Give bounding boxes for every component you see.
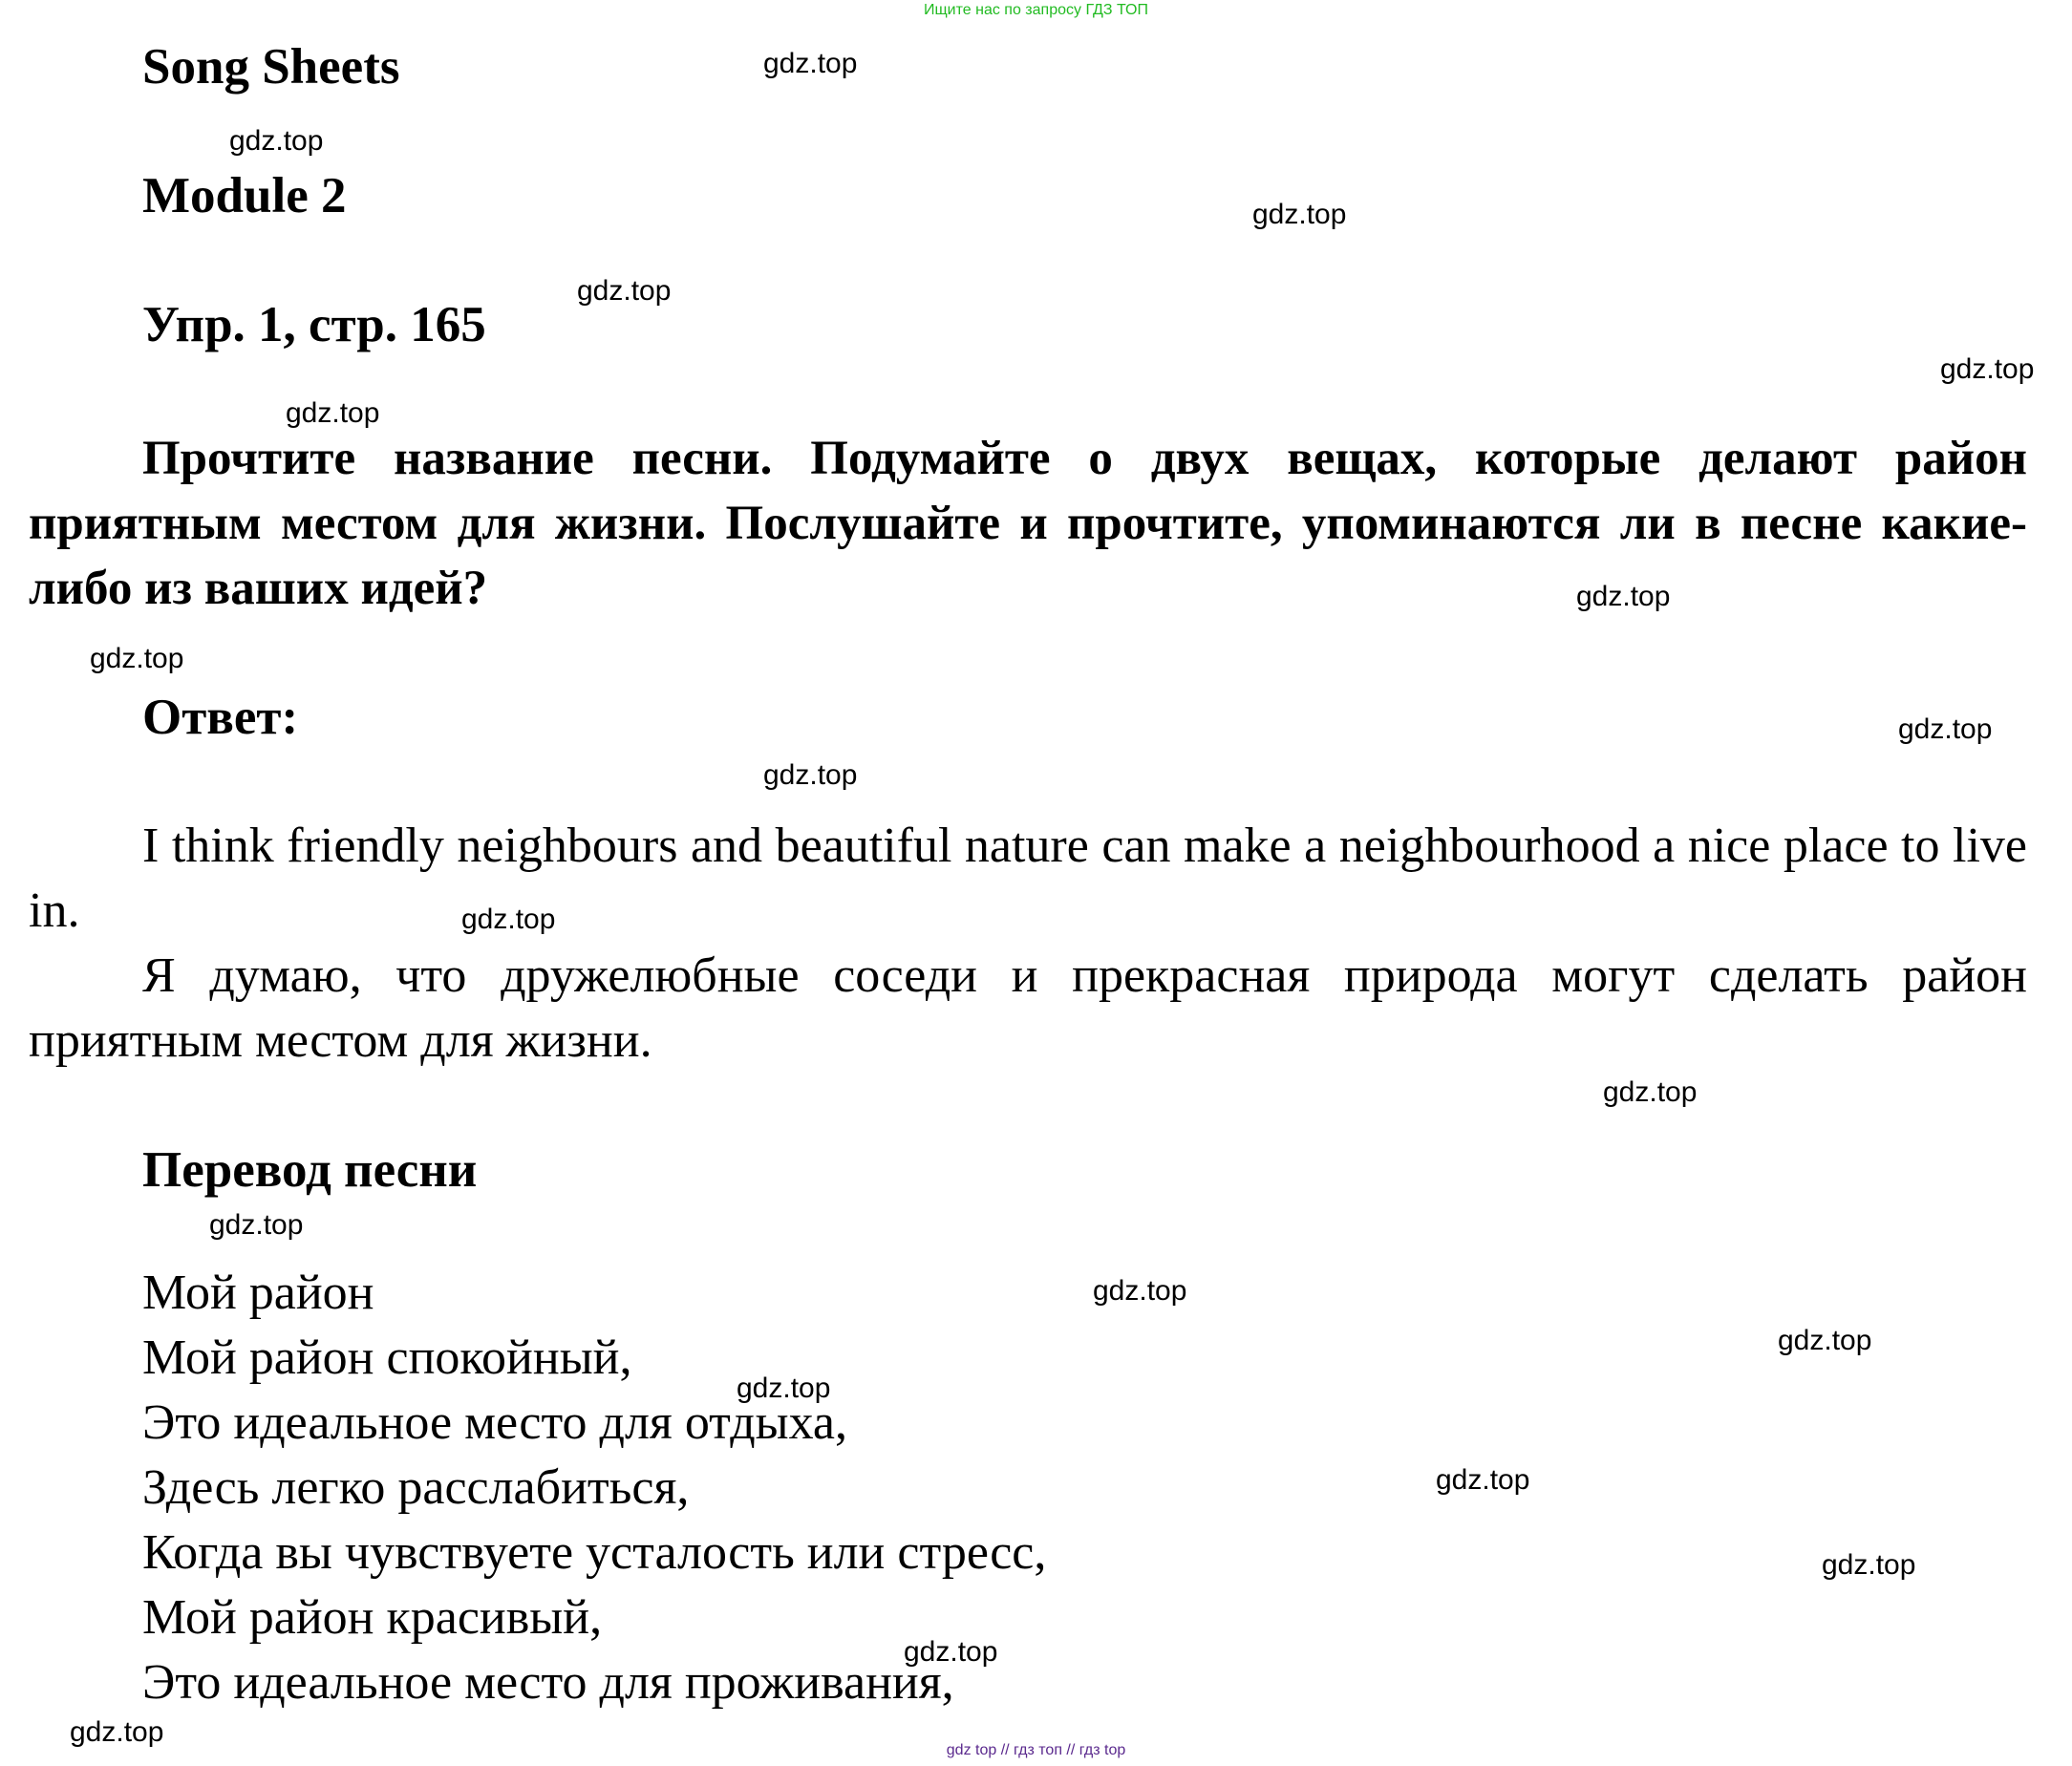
document-title: Song Sheets: [142, 39, 400, 95]
lyric-line: Это идеальное место для проживания,: [142, 1655, 954, 1710]
lyric-line: Это идеальное место для отдыха,: [142, 1395, 847, 1450]
footer-banner: gdz top // гдз топ // гдз top: [946, 1742, 1126, 1758]
watermark: gdz.top: [763, 48, 858, 79]
watermark: gdz.top: [209, 1209, 304, 1241]
watermark: gdz.top: [1436, 1464, 1530, 1496]
lyric-line: Здесь легко расслабиться,: [142, 1460, 690, 1515]
watermark: gdz.top: [1093, 1275, 1187, 1307]
watermark: gdz.top: [904, 1636, 998, 1668]
watermark: gdz.top: [90, 643, 184, 674]
answer-russian: Я думаю, что дружелюбные соседи и прекрасная природа могут сделать район приятным местом для жизни.: [29, 948, 2027, 1068]
watermark: gdz.top: [1822, 1549, 1916, 1581]
watermark: gdz.top: [1603, 1076, 1698, 1108]
watermark: gdz.top: [763, 759, 858, 791]
lyric-line: Мой район: [142, 1266, 374, 1320]
translation-heading: Перевод песни: [142, 1142, 478, 1198]
answer-english: I think friendly neighbours and beautiful nature can make a neighbourhood a nice place to live in.: [29, 819, 2027, 938]
lyric-line: Мой район красивый,: [142, 1590, 603, 1645]
watermark: gdz.top: [70, 1716, 164, 1748]
watermark: gdz.top: [1252, 199, 1347, 230]
watermark: gdz.top: [1940, 353, 2035, 385]
module-heading: Module 2: [142, 168, 347, 223]
watermark: gdz.top: [577, 275, 672, 307]
top-banner: Ищите нас по запросу ГДЗ ТОП: [924, 2, 1148, 18]
lyric-line: Когда вы чувствуете усталость или стресс,: [142, 1525, 1047, 1580]
watermark: gdz.top: [1898, 713, 1993, 745]
watermark: gdz.top: [737, 1372, 831, 1404]
exercise-heading: Упр. 1, стр. 165: [142, 297, 486, 352]
watermark: gdz.top: [1778, 1325, 1872, 1356]
task-instructions: Прочтите название песни. Подумайте о двух вещах, которые делают район приятным местом для жизни. Послушайте и прочтите, упоминаются ли в песне какие-либо из ваших идей?: [29, 432, 2027, 615]
watermark: gdz.top: [229, 125, 324, 157]
watermark: gdz.top: [1576, 581, 1671, 612]
answer-label: Ответ:: [142, 690, 299, 745]
watermark: gdz.top: [286, 397, 380, 429]
lyric-line: Мой район спокойный,: [142, 1330, 632, 1385]
watermark: gdz.top: [461, 904, 556, 935]
